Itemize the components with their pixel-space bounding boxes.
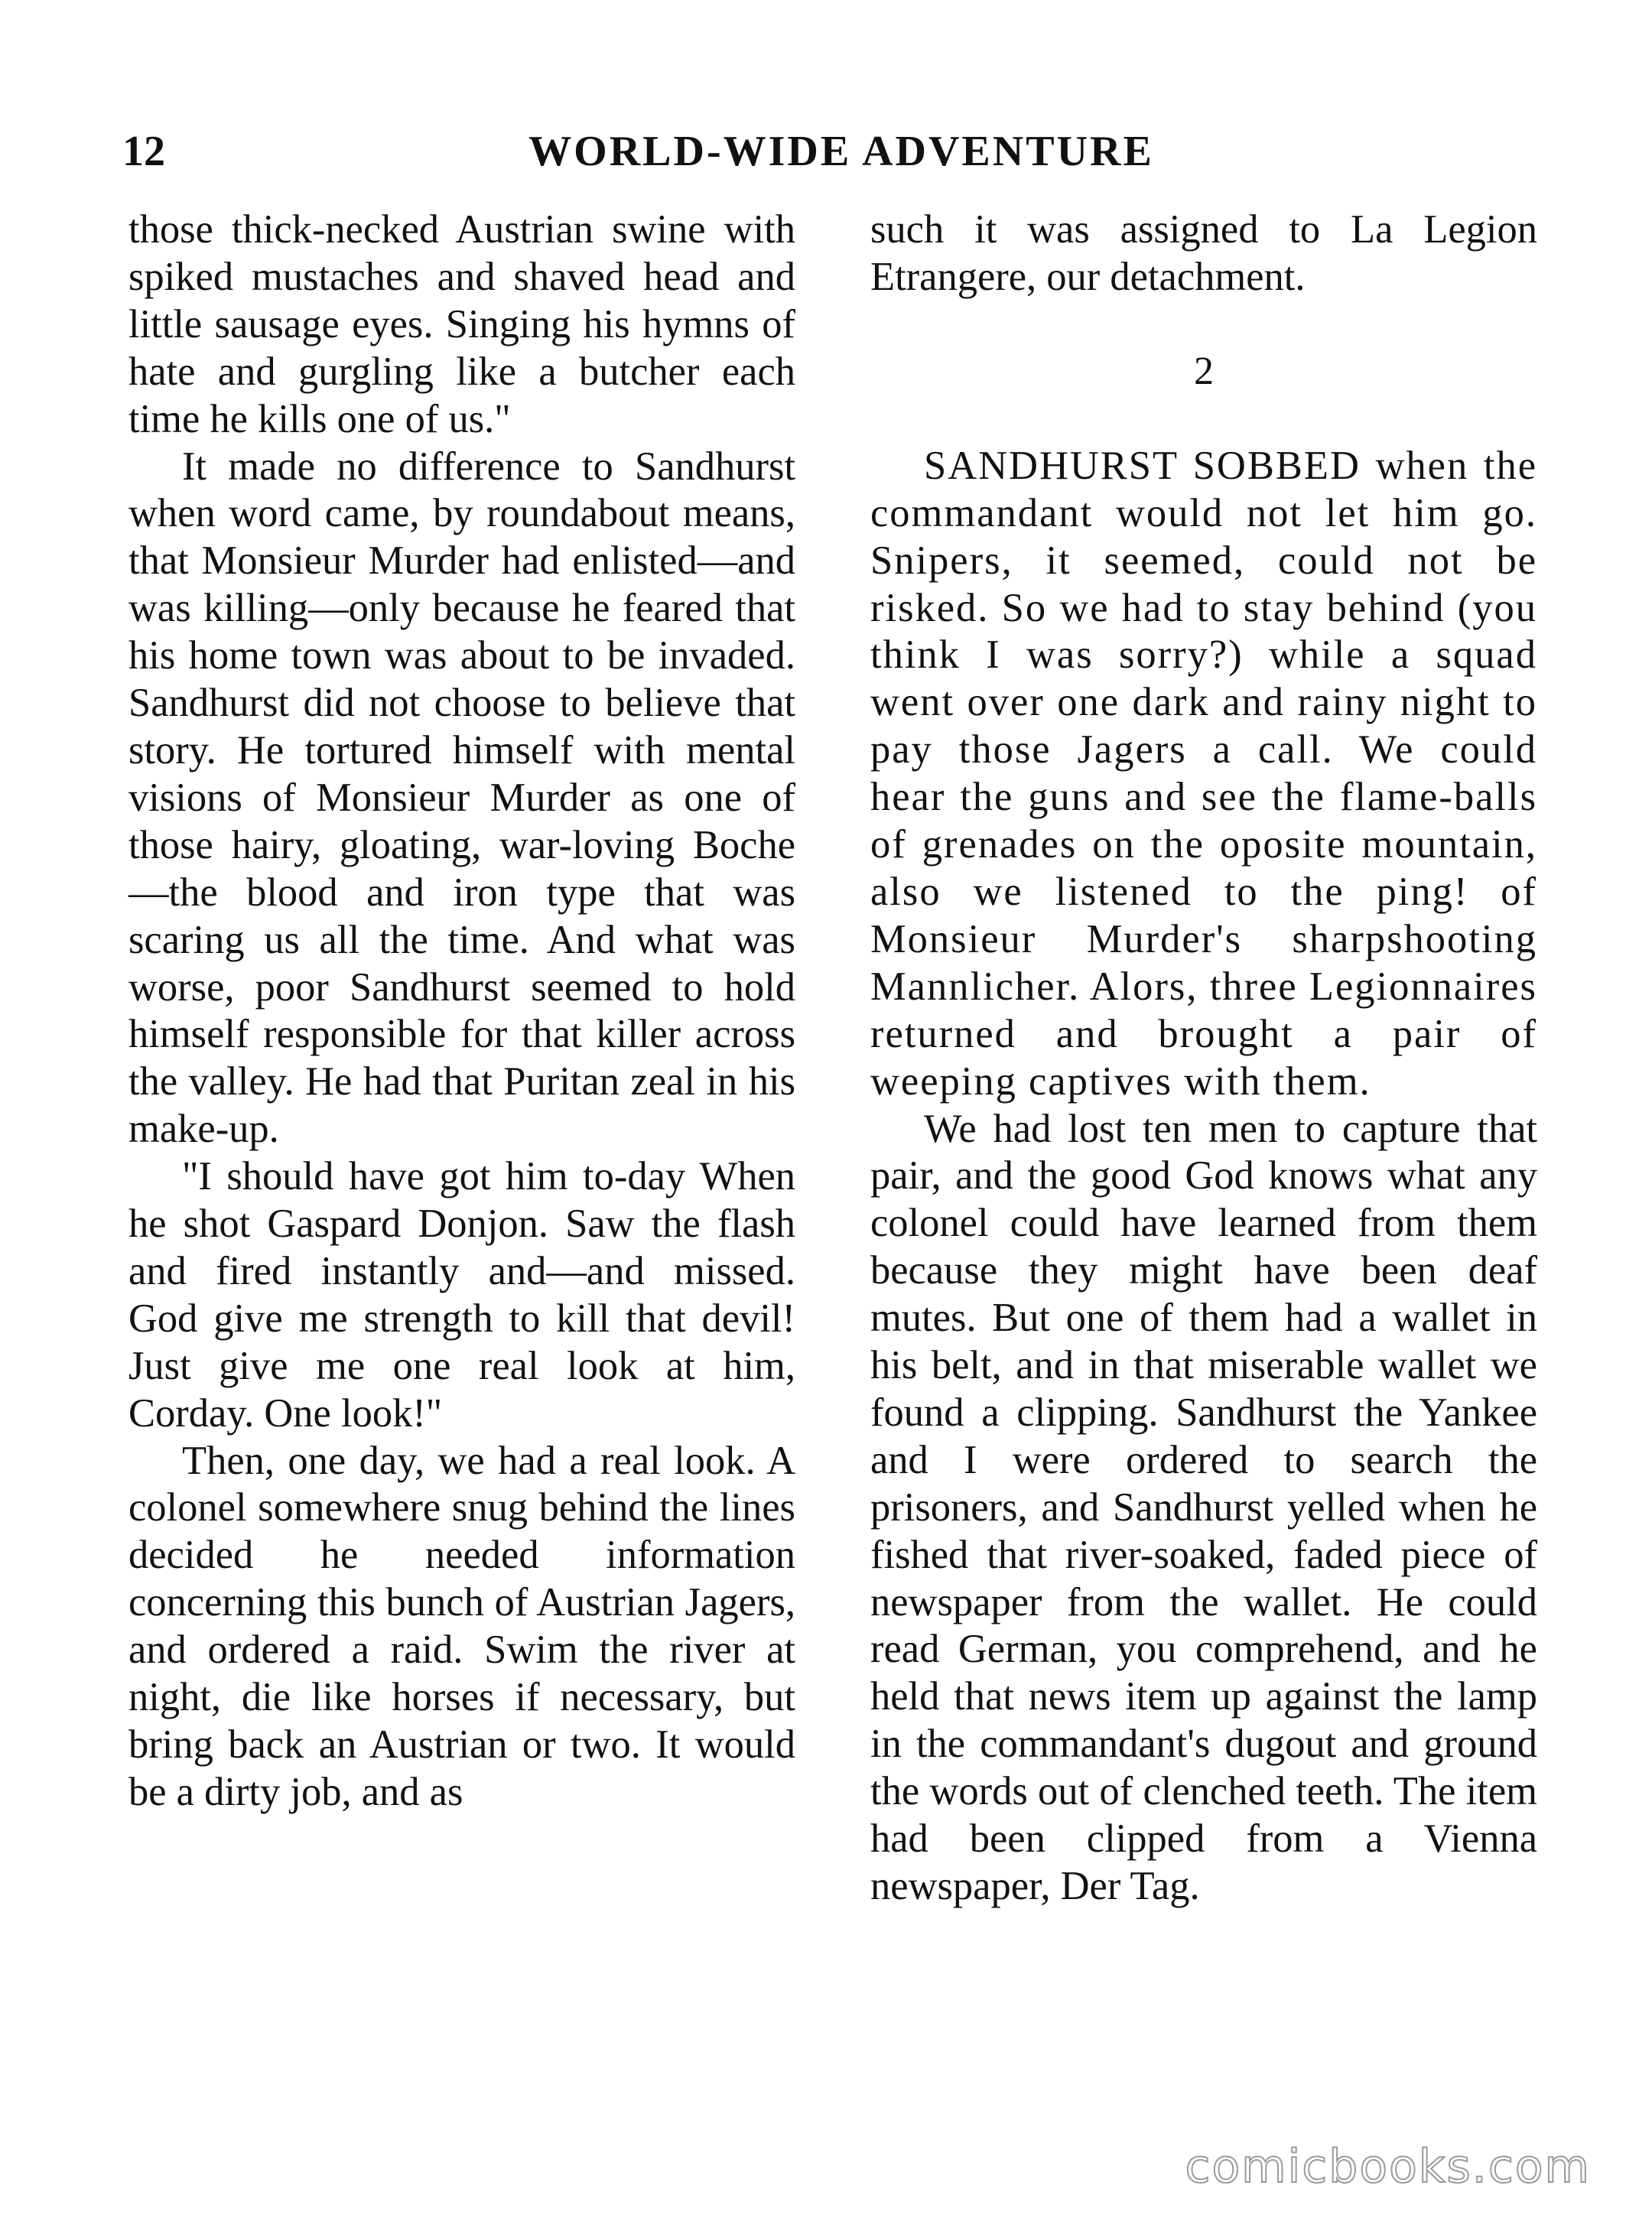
running-title: WORLD-WIDE ADVENTURE (528, 128, 1154, 175)
left-column (128, 207, 795, 1816)
paragraph-continuation: such it was assigned to La Legion Etrangere, our detachment. (870, 207, 1537, 299)
paragraph: SANDHURST SOBBED when the commandant would not let him go. Snipers, it seemed, could not be risked. So we had to stay behind (you think I was sorry?) while a squad went over one dark and rainy night to pay those Jagers a call. We could hear the guns and see the flame-balls of grenades on the oposite mountain, also we listened to the ping! of Monsieur Murder's sharpshooting Mannlicher. Alors, three Legionnaires returned and brought a pair of weeping captives with them. (870, 443, 1537, 1104)
paragraph: We had lost ten men to capture that pair, and the good God knows what any colonel could have learned from them because they might have been deaf mutes. But one of them had a wallet in his belt, and in that miserable wallet we found a clipping. Sandhurst the Yankee and I were ordered to search the prisoners, and Sandhurst yelled when he fished that river-soaked, faded piece of newspaper from the wallet. He could read German, you comprehend, and he held that news item up against the lamp in the commandant's dugout and ground the words out of clenched teeth. The item had been clipped from a Vienna newspaper, Der Tag. (870, 1106, 1537, 1908)
paragraph: "I should have got him to-day When he shot Gaspard Donjon. Saw the flash and fired instantly and—and missed. God give me strength to kill that devil! Just give me one real look at him, Corday. One look!" (128, 1154, 795, 1436)
section-number: 2 (1194, 349, 1214, 393)
paragraph: those thick-necked Austrian swine with spiked mustaches and shaved head and little sausage eyes. Singing his hymns of hate and gurgling like a butcher each time he kills one of us." (128, 207, 795, 441)
right-column (870, 207, 1537, 1911)
page-header (122, 121, 1560, 182)
page-number: 12 (122, 128, 165, 175)
paragraph: Then, one day, we had a real look. A colonel somewhere snug behind the lines decided he needed information concerning this bunch of Austrian Jagers, and ordered a raid. Swim the river at night, die like horses if necessary, but bring back an Austrian or two. It would be a dirty job, and as (128, 1438, 795, 1814)
watermark: comicbooks.com (1185, 2140, 1591, 2194)
paragraph: It made no difference to Sandhurst when word came, by roundabout means, that Monsieur Murder had enlisted—and was killing—only because he feared that his home town was about to be invaded. Sandhurst did not choose to believe that story. He tortured himself with mental visions of Monsieur Murder as one of those hairy, gloating, war-loving Boche—the blood and iron type that was scaring us all the time. And what was worse, poor Sandhurst seemed to hold himself responsible for that killer across the valley. He had that Puritan zeal in his make-up. (128, 444, 795, 1152)
